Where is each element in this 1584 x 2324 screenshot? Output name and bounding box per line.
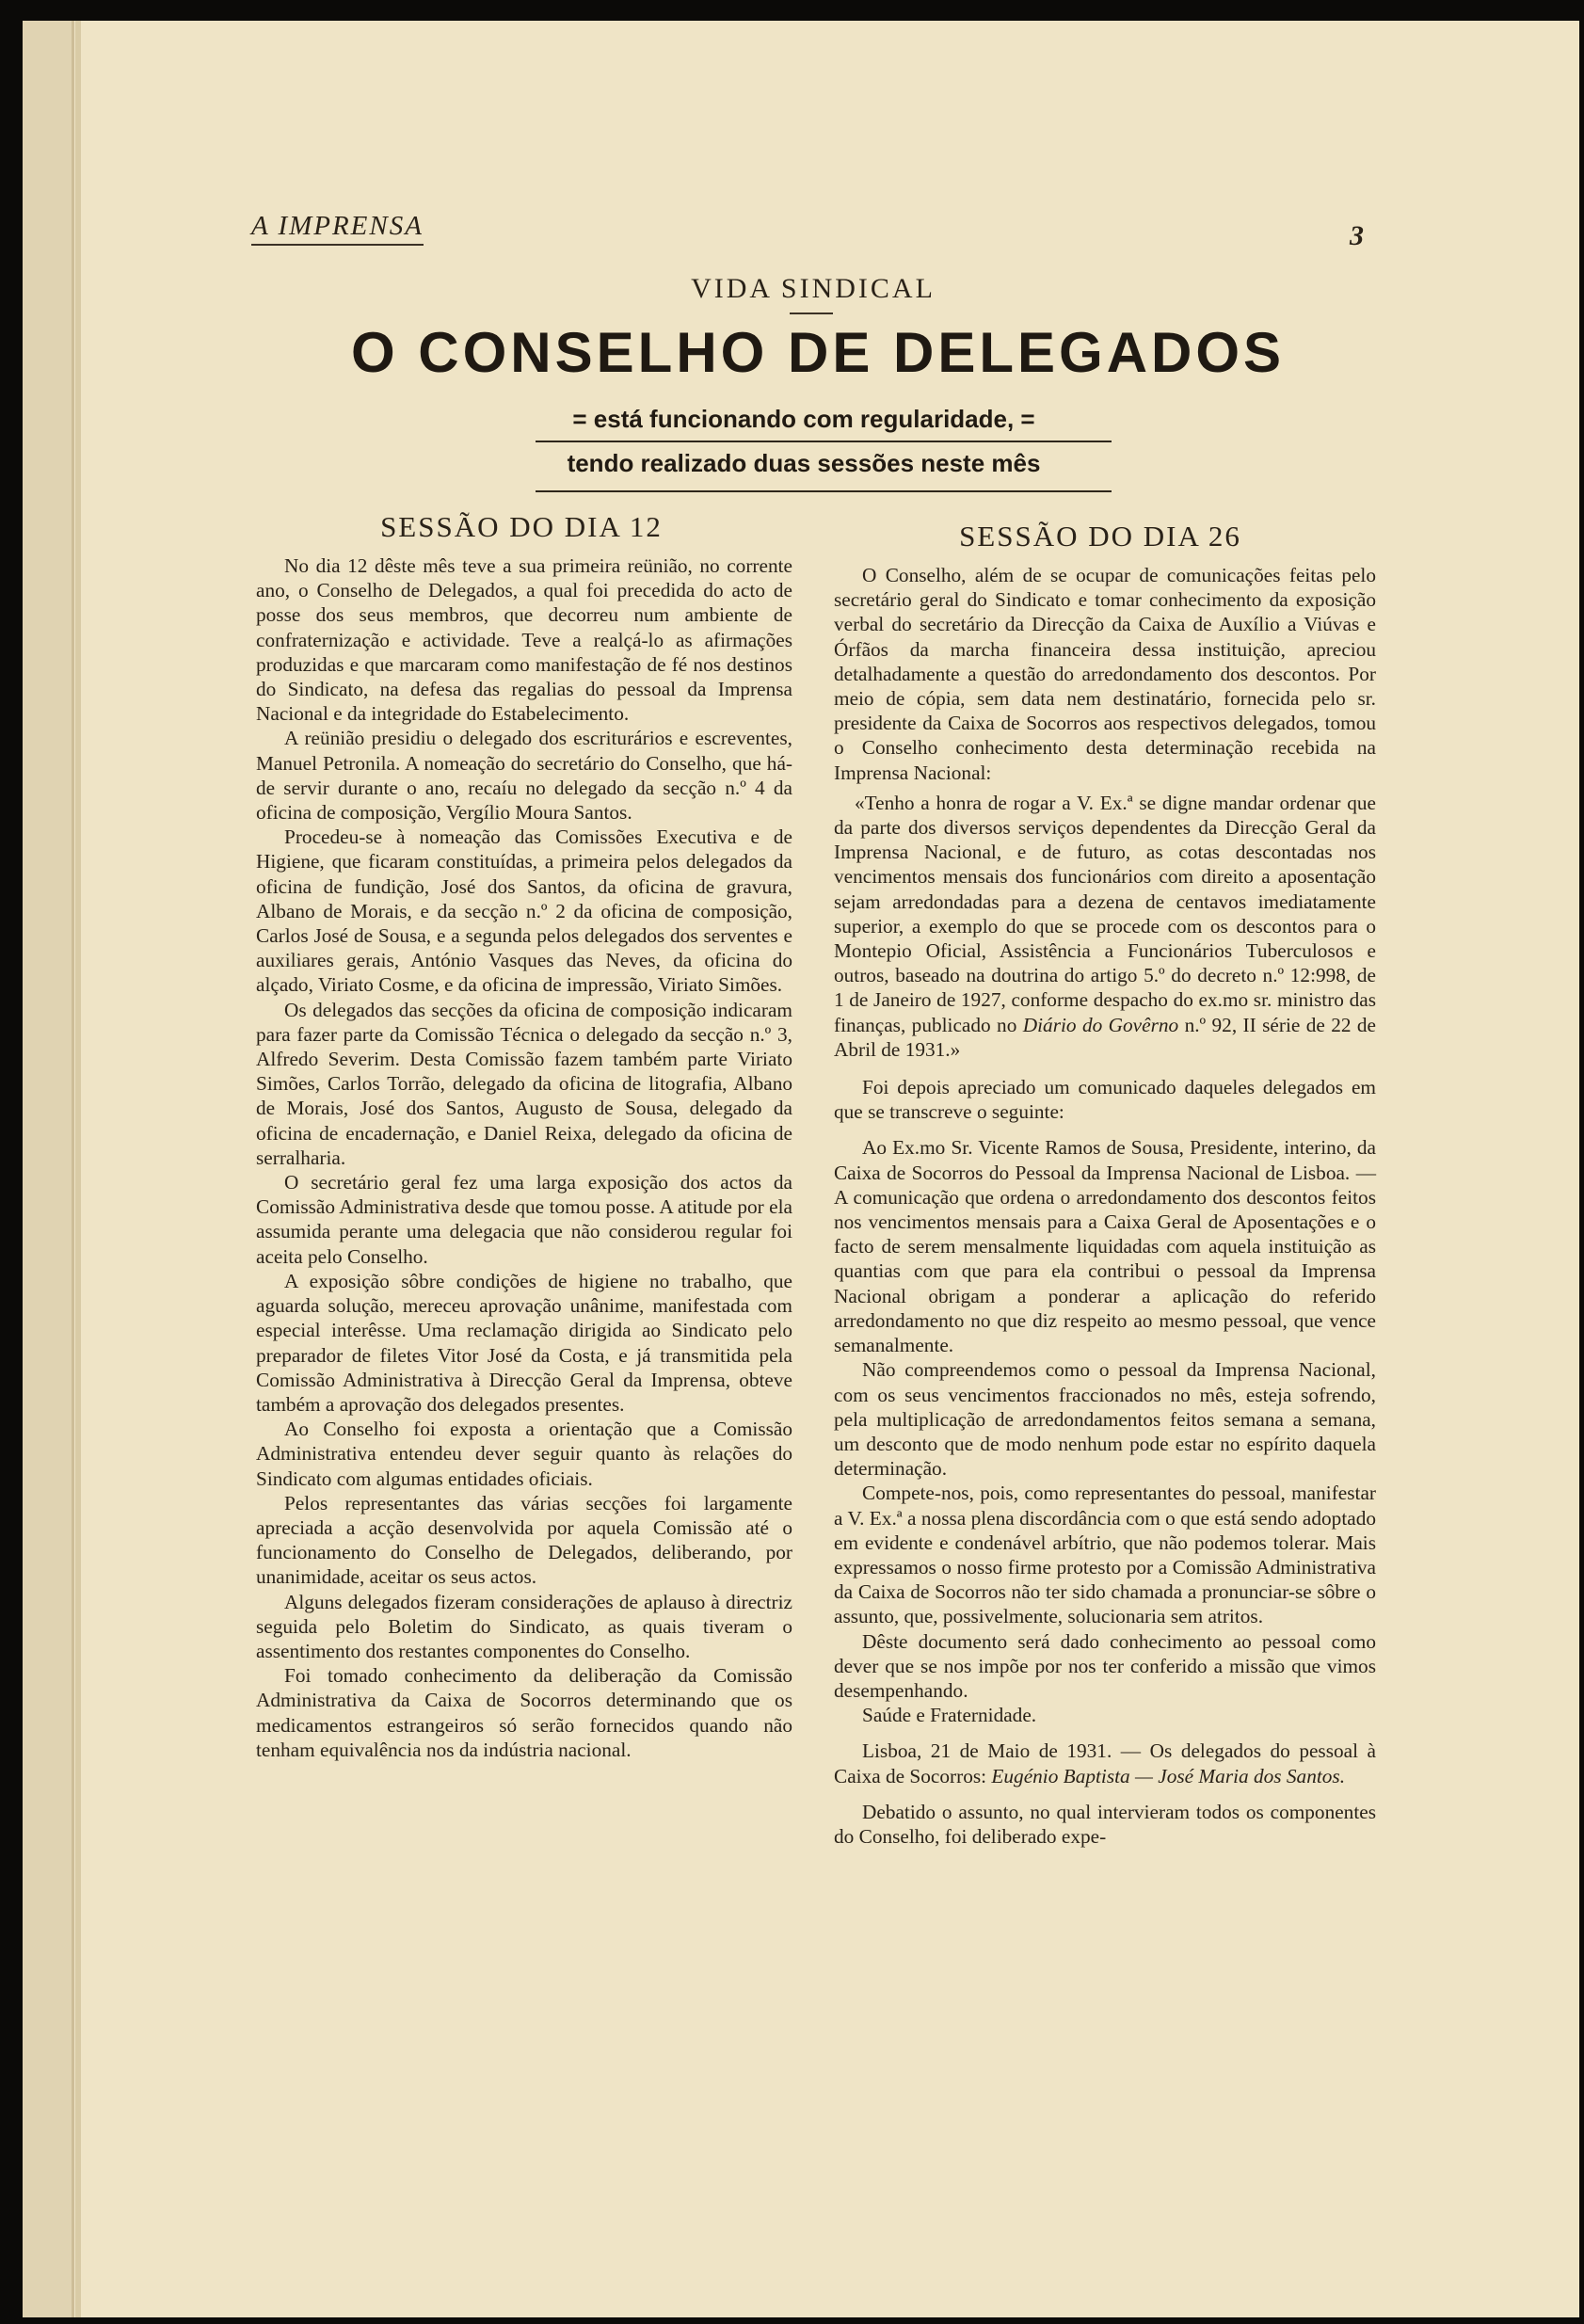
dateline: [834, 1739, 1376, 1787]
paragraph: A reünião presidiu o delegado dos escriturários e escreventes, Manuel Petronila. A nomeação do secretário do Conselho, que há-de servir durante o ano, recaíu no delegado da secção n.º 4 da oficina de composição, Vergílio Moura Santos.: [256, 727, 792, 825]
newspaper-page: [23, 21, 1579, 2317]
quote-source: Diário do Govêrno: [1022, 1013, 1179, 1036]
paragraph: Alguns delegados fizeram considerações de aplauso à directriz seguida pelo Boletim do Sindicato, as quais tiveram o assentimento dos restantes componentes do Conselho.: [256, 1590, 792, 1662]
deck-rule-2: [536, 490, 1112, 492]
right-column-heading: SESSÃO DO DIA 26: [959, 520, 1241, 553]
paragraph: Foi depois apreciado um comunicado daqueles delegados em que se transcreve o seguinte:: [834, 1076, 1376, 1124]
quote-text: «Tenho a honra de rogar a V. Ex.ª se digne mandar ordenar que da parte dos diversos serviços dependentes da Direcção Geral da Imprensa Nacional, e de futuro, as cotas descontadas nos vencimentos mensais dos funcionários com direito a aposentação sejam arredondadas para a dezena de centavos imediatamente superior, a exemplo do que se procede com os descontos para o Montepio Oficial, Assistência a Funcionários Tuberculosos e outros, baseado na doutrina do artigo 5.º do decreto n.º 12:998, de 1 de Janeiro de 1927, conforme despacho do ex.mo sr. ministro das finanças, publicado no: [834, 791, 1376, 1036]
left-column: [256, 553, 792, 1762]
paragraph: Compete-nos, pois, como representantes do pessoal, manifestar a V. Ex.ª a nossa plena discordância com o que está sendo adoptado em evidente e condenável arbítrio, que não podemos tolerar. Mais expressamos o nosso firme protesto por a Comissão Administrativa da Caixa de Socorros não ter sido chamada a pronunciar-se sôbre o assunto, que, possivelmente, solucionaria sem atritos.: [834, 1482, 1376, 1628]
closing-paragraph: Debatido o assunto, no qual intervieram todos os componentes do Conselho, foi deliberado expe-: [834, 1800, 1376, 1848]
intro-paragraph: O Conselho, além de se ocupar de comunicações feitas pelo secretário geral do Sindicato e tomar conhecimento da exposição verbal do secretário da Direcção da Caixa de Auxílio a Viúvas e Órfãos da marcha financeira dessa instituição, apreciou detalhadamente a questão do arredondamento dos descontos. Por meio de cópia, sem data nem destinatário, fornecida pelo sr. presidente da Caixa de Socorros aos respectivos delegados, tomou o Conselho conhecimento desta determinação recebida na Imprensa Nacional:: [834, 564, 1376, 784]
quoted-determination: [834, 791, 1376, 1062]
paragraph: O secretário geral fez uma larga exposição dos actos da Comissão Administrativa desde que tomou posse. A atitude por ela assumida perante uma delegacia que não considerou regular foi aceita pelo Conselho.: [256, 1171, 792, 1268]
quote-text-end: n.º 92, II série de 22 de Abril de 1931.»: [834, 1013, 1377, 1061]
paragraph: Os delegados das secções da oficina de composição indicaram para fazer parte da Comissão Técnica o delegado da secção n.º 3, Alfredo Severim. Desta Comissão fazem também parte Viriato Simões, Carlos Torrão, delegado da oficina de litografia, Albano de Morais, José dos Santos, Augusto de Sousa, delegado da oficina de encadernação, e Daniel Reixa, delegado da oficina de serralharia.: [256, 998, 792, 1169]
paragraph: Ao Conselho foi exposta a orientação que a Comissão Administrativa entendeu dever seguir quanto às relações do Sindicato com algumas entidades oficiais.: [256, 1418, 792, 1490]
paragraph: Não compreendemos como o pessoal da Imprensa Nacional, com os seus vencimentos fraccionados no mês, esteja sofrendo, pela multiplicação de arredondamentos feitos semana a semana, um desconto que de modo nenhum pode estar no espírito daquela determinação.: [834, 1358, 1376, 1481]
signatories: Eugénio Baptista — José Maria dos Santos.: [991, 1764, 1346, 1787]
paragraph: Saúde e Fraternidade.: [862, 1704, 1037, 1727]
deck-line-2: tendo realizado duas sessões neste mês: [567, 449, 1041, 477]
paragraph: No dia 12 dêste mês teve a sua primeira reünião, no corrente ano, o Conselho de Delegados, a qual foi precedida do acto de posse dos seus membros, que decorreu num ambiente de confraternização e actividade. Teve a realçá-lo as afirmações produzidas e que marcaram como manifestação de fé nos destinos do Sindicato, na defesa das regalias do pessoal da Imprensa Nacional e da integridade do Estabelecimento.: [256, 554, 792, 726]
left-column-heading: SESSÃO DO DIA 12: [380, 510, 663, 543]
deck-line-1: = está funcionando com regularidade, =: [572, 405, 1035, 433]
section-rule: [790, 313, 833, 314]
paragraph: Dêste documento será dado conhecimento ao pessoal como dever que se nos impõe por nos ter conferido a missão que vimos desempenhando.: [834, 1629, 1376, 1702]
dateline-text: Lisboa, 21 de Maio de 1931. — Os delegados do pessoal à Caixa de Socorros:: [834, 1739, 1376, 1787]
page-number: 3: [1350, 220, 1364, 251]
headline: O CONSELHO DE DELEGADOS: [350, 321, 1286, 384]
paragraph: Procedeu-se à nomeação das Comissões Executiva e de Higiene, que ficaram constituídas, a primeira pelos delegados da oficina de fundição, José dos Santos, da oficina de gravura, Albano de Morais, e da secção n.º 2 da oficina de composição, Carlos José de Sousa, e a segunda pelos delegados dos serventes e auxiliares gerais, António Vasques das Neves, da oficina do alçado, Viriato Cosme, e da oficina de impressão, Viriato Simões.: [256, 825, 792, 997]
paragraph: Foi tomado conhecimento da deliberação da Comissão Administrativa da Caixa de Socorros determinando que os medicamentos estrangeiros só serão fornecidos quando não tenham equivalência nos da indústria nacional.: [256, 1664, 792, 1761]
paragraph: Ao Ex.mo Sr. Vicente Ramos de Sousa, Presidente, interino, da Caixa de Socorros do Pessoal da Imprensa Nacional de Lisboa. — A comunicação que ordena o arredondamento dos descontos feitos nos vencimentos mensais para a Caixa Geral de Aposentações e o facto de serem mensalmente liquidadas com aquela instituição as quantias com que para ela contribui o pessoal da Imprensa Nacional obrigam a ponderar a aplicação do referido arredondamento no que diz respeito ao mesmo pessoal, que vence semanalmente.: [834, 1136, 1376, 1357]
paragraph: Pelos representantes das várias secções foi largamente apreciada a acção desenvolvida por aquela Comissão até o funcionamento do Conselho de Delegados, deliberando, por unanimidade, aceitar os seus actos.: [256, 1491, 792, 1589]
section-label: VIDA SINDICAL: [691, 273, 936, 304]
paragraph: A exposição sôbre condições de higiene no trabalho, que aguarda solução, mereceu aprovação unânime, manifestada com especial interêsse. Uma reclamação dirigida ao Sindicato pelo preparador de filetes Vitor José da Costa, e já transmitida pela Comissão Administrativa à Direcção Geral da Imprensa, obteve também a aprovação dos delegados presentes.: [256, 1269, 792, 1416]
deck-rule-1: [536, 441, 1112, 442]
right-column: [834, 563, 1376, 1849]
running-head: A IMPRENSA: [251, 211, 424, 246]
page-content: [23, 21, 1579, 2317]
